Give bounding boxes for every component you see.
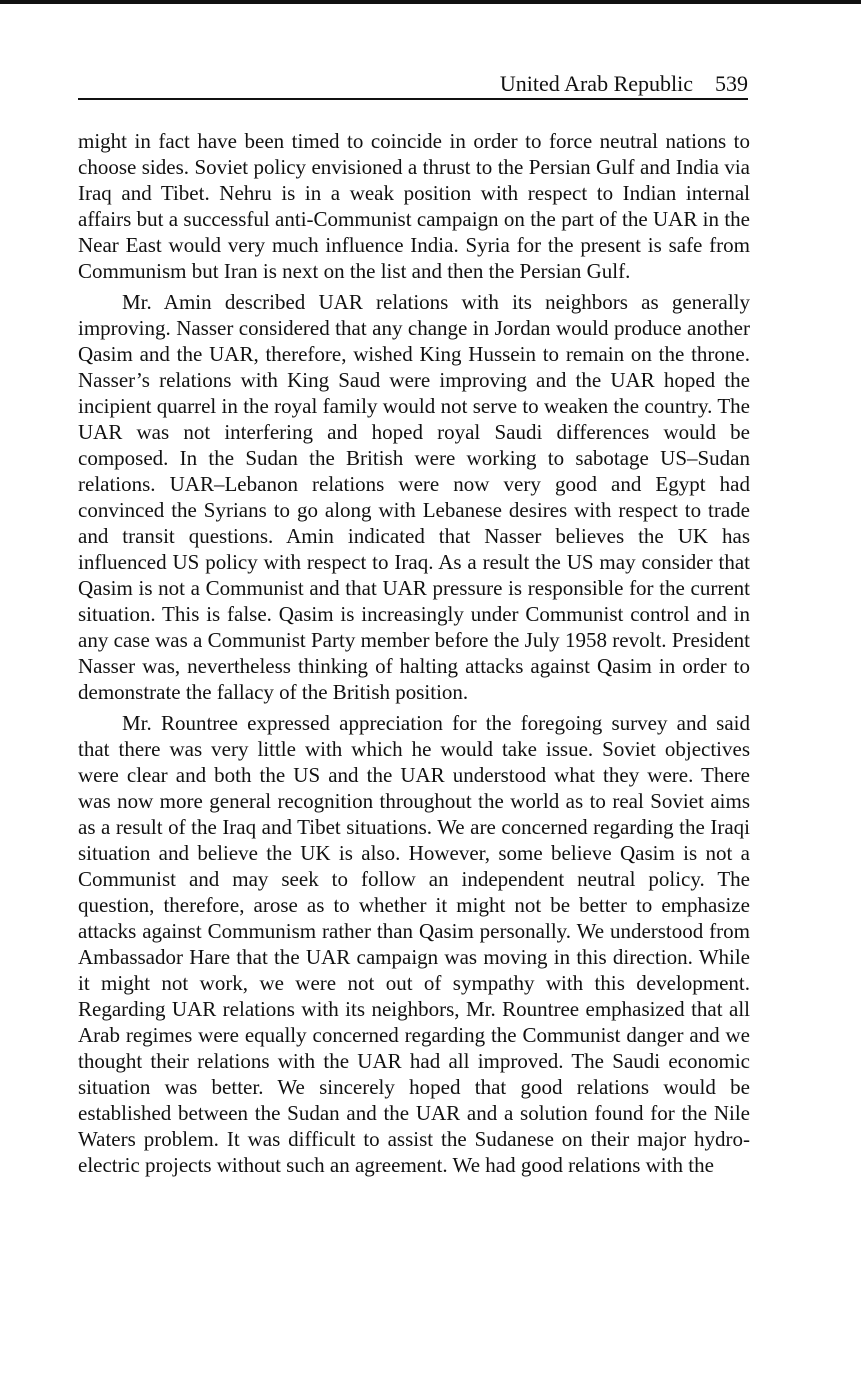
page-number: 539 [715,71,748,96]
paragraph-amin: Mr. Amin described UAR relations with its neighbors as generally improving. Nasser considered that any change in Jordan would produce another Qasim and the UAR, therefore, wished King Hussein to remain on the throne. Nasser’s relations with King Saud were improving and the UAR hoped the incipient quarrel in the royal family would not serve to weaken the country. The UAR was not interfering and hoped royal Saudi differences would be composed. In the Sudan the British were working to sabotage US–Sudan relations. UAR–Lebanon relations were now very good and Egypt had convinced the Syrians to go along with Lebanese desires with respect to trade and transit questions. Amin indicated that Nasser believes the UK has influenced US policy with respect to Iraq. As a result the US may consider that Qasim is not a Communist and that UAR pressure is responsible for the current situation. This is false. Qasim is increasingly under Communist control and in any case was a Communist Party member before the July 1958 revolt. President Nasser was, nevertheless thinking of halting attacks against Qasim in order to demonstrate the fallacy of the British position. [78,290,750,704]
page-top-edge [0,0,861,4]
paragraph-continued: might in fact have been timed to coincide in order to force neutral nations to choose sides. Soviet policy envisioned a thrust to the Persian Gulf and India via Iraq and Tibet. Nehru is in a weak position with respect to Indian internal affairs but a successful anti-Communist campaign on the part of the UAR in the Near East would very much influence India. Syria for the present is safe from Communism but Iran is next on the list and then the Persian Gulf. [78,129,750,283]
running-head [78,72,748,100]
body-text [78,128,750,1178]
running-head-title: United Arab Republic [499,71,693,96]
paragraph-rountree: Mr. Rountree expressed appreciation for the foregoing survey and said that there was very little with which he would take issue. Soviet objectives were clear and both the US and the UAR understood what they were. There was now more general recognition throughout the world as to real Soviet aims as a result of the Iraq and Tibet situations. We are concerned regarding the Iraqi situation and believe the UK is also. However, some believe Qasim is not a Communist and may seek to follow an independent neutral policy. The question, therefore, arose as to whether it might not be better to emphasize attacks against Communism rather than Qasim personally. We understood from Ambassador Hare that the UAR campaign was moving in this direction. While it might not work, we were not out of sympathy with this development. Regarding UAR relations with its neighbors, Mr. Rountree emphasized that all Arab regimes were equally concerned regarding the Communist danger and we thought their relations with the UAR had all improved. The Saudi economic situation was better. We sincerely hoped that good relations would be established between the Sudan and the UAR and a solution found for the Nile Waters problem. It was difficult to assist the Sudanese on their major hydro-electric projects without such an agreement. We had good relations with the [78,711,750,1177]
